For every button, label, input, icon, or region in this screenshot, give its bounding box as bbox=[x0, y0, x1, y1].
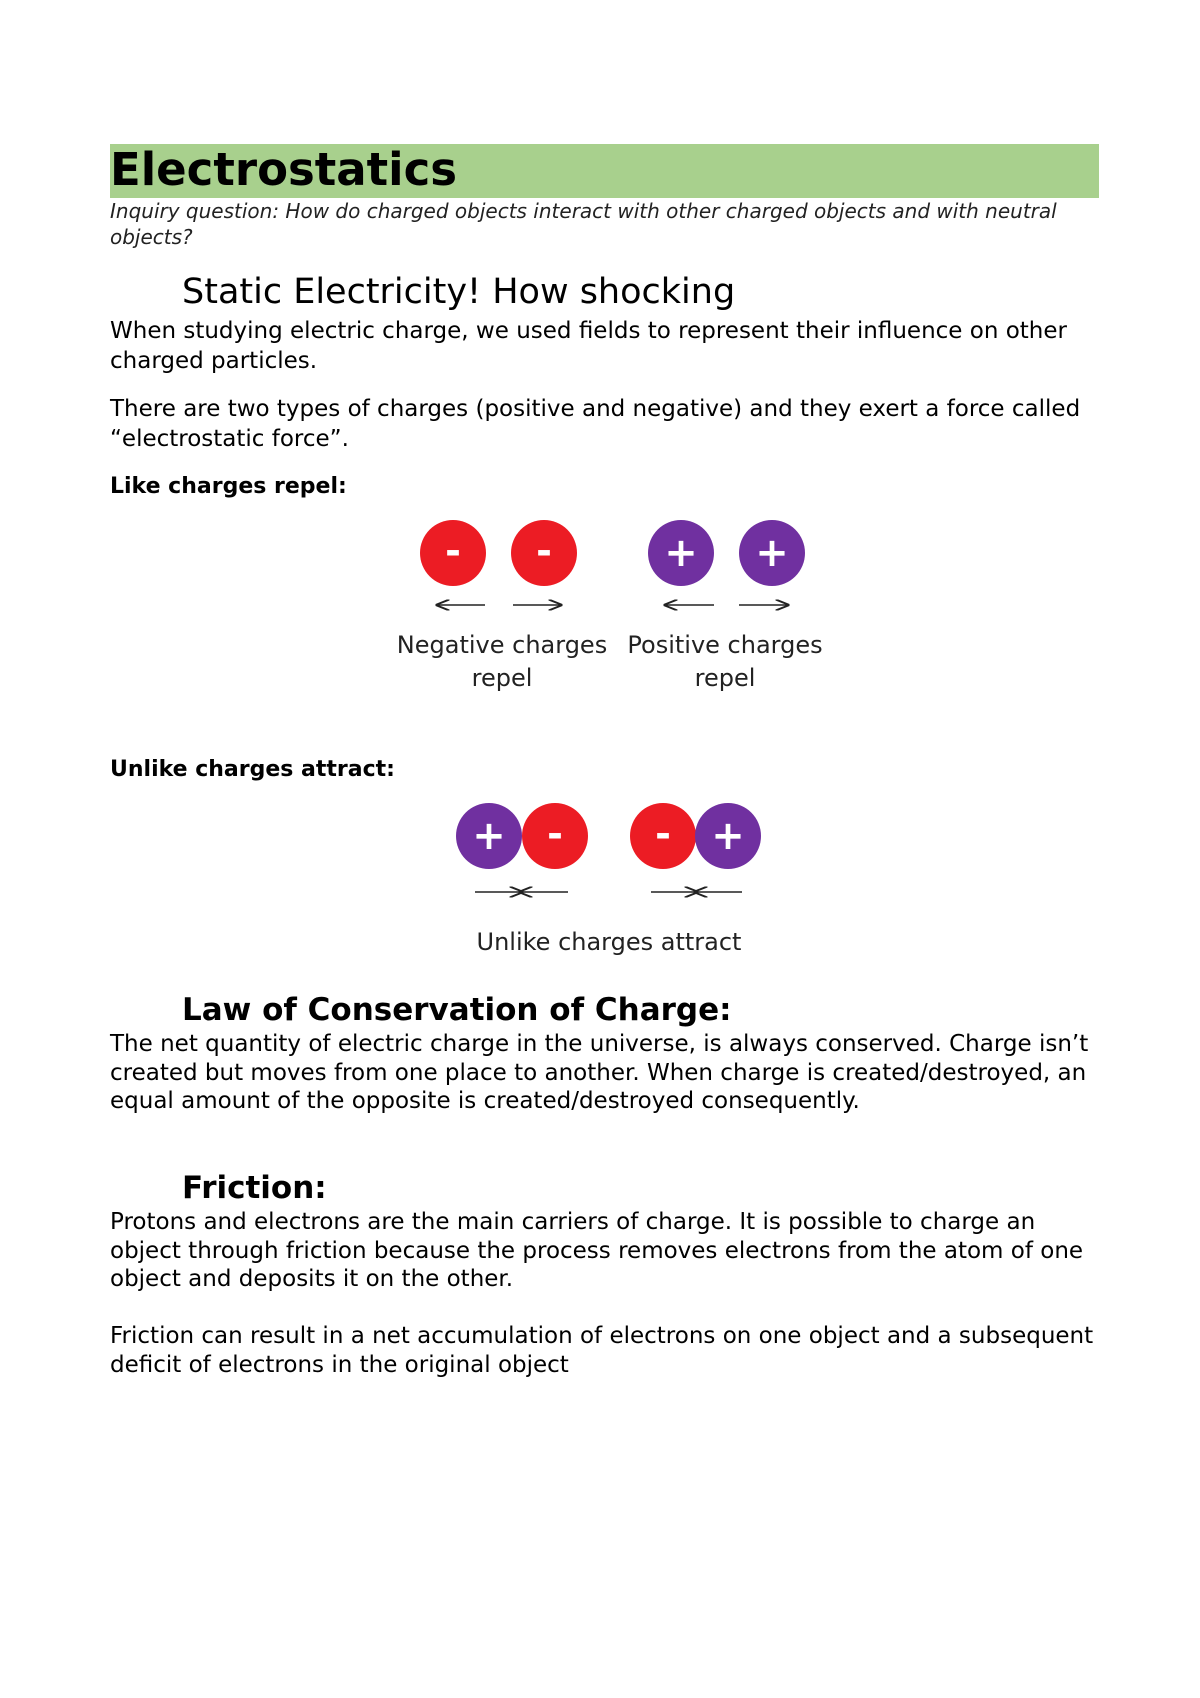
negative-charge-1 bbox=[420, 520, 486, 586]
inquiry-question: Inquiry question: How do charged objects interact with other charged objects and with neutral objects? bbox=[110, 199, 1057, 249]
positive-charge-2 bbox=[739, 520, 805, 586]
like-charges-figure bbox=[380, 512, 840, 702]
svg-text:-: - bbox=[547, 812, 563, 856]
static-paragraph-2: There are two types of charges (positive and negative) and they exert a force called “electrostatic force”. bbox=[110, 396, 1081, 452]
positive-charge-1 bbox=[648, 520, 714, 586]
svg-text:-: - bbox=[655, 812, 671, 856]
svg-text:+: + bbox=[472, 813, 506, 859]
svg-text:+: + bbox=[664, 530, 698, 576]
section-heading-static: Static Electricity! How shocking bbox=[182, 272, 736, 312]
section-heading-friction: Friction: bbox=[182, 1170, 327, 1206]
conservation-paragraph: The net quantity of electric charge in the universe, is always conserved. Charge isn’t created but moves from one place to another. When charge is created/destroyed, an equal amount of the opposite is created/destroyed consequently. bbox=[110, 1031, 1089, 1114]
unlike-caption: Unlike charges attract bbox=[476, 928, 742, 956]
positive-caption-line-1: Positive charges bbox=[627, 631, 823, 659]
static-paragraph-1: When studying electric charge, we used fields to represent their influence on other charged particles. bbox=[110, 318, 1067, 374]
unlike-charges-label: Unlike charges attract: bbox=[110, 757, 395, 782]
positive-charge-3 bbox=[456, 803, 522, 869]
section-heading-conservation: Law of Conservation of Charge: bbox=[182, 992, 732, 1028]
positive-charge-4 bbox=[695, 803, 761, 869]
svg-text:+: + bbox=[755, 530, 789, 576]
svg-text:+: + bbox=[711, 813, 745, 859]
friction-paragraph-2: Friction can result in a net accumulation of electrons on one object and a subsequent deficit of electrons in the original object bbox=[110, 1323, 1094, 1378]
svg-text:-: - bbox=[536, 529, 552, 573]
negative-caption-line-2: repel bbox=[471, 664, 533, 692]
svg-text:-: - bbox=[445, 529, 461, 573]
friction-paragraph-1: Protons and electrons are the main carriers of charge. It is possible to charge an object through friction because the process removes electrons from the atom of one object and deposits it on the other. bbox=[110, 1209, 1084, 1292]
negative-caption-line-1: Negative charges bbox=[396, 631, 608, 659]
page-title: Electrostatics bbox=[110, 143, 458, 196]
negative-charge-2 bbox=[511, 520, 577, 586]
negative-charge-3 bbox=[522, 803, 588, 869]
negative-charge-4 bbox=[630, 803, 696, 869]
like-charges-label: Like charges repel: bbox=[110, 474, 347, 499]
positive-caption-line-2: repel bbox=[694, 664, 756, 692]
unlike-charges-figure bbox=[440, 795, 780, 970]
